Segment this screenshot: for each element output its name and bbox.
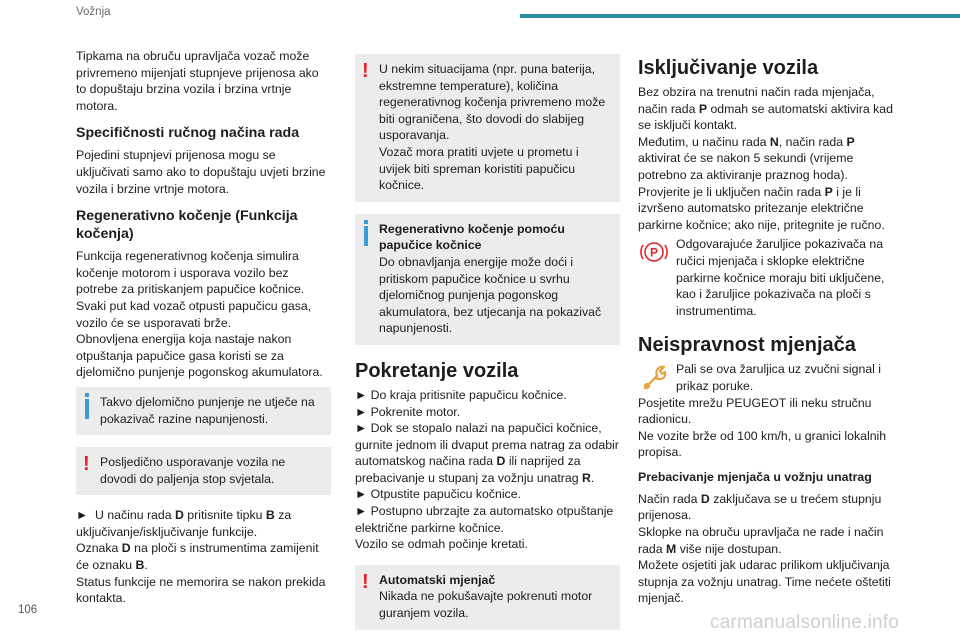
info-box-charging bbox=[76, 387, 331, 435]
heading-starting-vehicle: Pokretanje vozila bbox=[355, 359, 519, 382]
info-box-brake-pedal bbox=[355, 214, 620, 345]
off-paragraph-3: Provjerite je li uključen način rada P i je li izvršeno automatsko pritezanje električne parkirne kočnice; ako nije, pritegnite je ručno. bbox=[638, 184, 885, 232]
instrument-label-text: Oznaka D na ploči s instrumentima zamijenit će oznaku B. bbox=[76, 541, 319, 573]
wrench-icon bbox=[638, 361, 670, 393]
heading-reverse-gear: Prebacivanje mjenjača u vožnju unatrag bbox=[638, 469, 872, 484]
reverse-paragraph-2: Sklopke na obruču upravljača ne rade i način rada M više nije dostupan. bbox=[638, 525, 884, 556]
start-step-4: ► Otpustite papučicu kočnice. bbox=[355, 487, 521, 502]
watermark: carmanualsonline.info bbox=[710, 612, 900, 633]
start-result: Vozilo se odmah počinje kretati. bbox=[355, 537, 528, 552]
warning-box-text: Posljedično usporavanje vozila ne dovodi do paljenja stop svjetala. bbox=[100, 455, 286, 486]
parking-brake-row bbox=[638, 236, 894, 319]
warning-box-text-1: U nekim situacijama (npr. puna baterija, ekstremne temperature), količina regenerativnog kočenja privremeno može biti ograničena, što dovodi do slabijeg usporavanja. bbox=[379, 62, 606, 143]
heading-regen-braking: Regenerativno kočenje (Funkcija kočenja) bbox=[76, 208, 298, 243]
start-step-5: ► Postupno ubrzajte za automatsko otpuštanje električne parkirne kočnice. bbox=[355, 504, 614, 535]
svg-text:P: P bbox=[649, 245, 659, 260]
column-3 bbox=[638, 48, 894, 607]
heading-switching-off: Isključivanje vozila bbox=[638, 57, 819, 79]
start-step-2: ► Pokrenite motor. bbox=[355, 404, 461, 419]
reverse-paragraph-3: Možete osjetiti jak udarac prilikom uključivanja stupnja za vožnju unatrag. Time nećete oštetiti mjenjač. bbox=[638, 558, 891, 606]
warning-icon: ! bbox=[83, 453, 90, 476]
column-1 bbox=[76, 48, 331, 607]
off-paragraph-1: Bez obzira na trenutni način rada mjenjača, način rada P odmah se automatski aktivira kad se isključi kontakt. bbox=[638, 85, 893, 133]
intro-paragraph: Tipkama na obruču upravljača vozač može privremeno mijenjati stupnjeve prijenosa ako to dopuštaju brzina vozila i brzina vrtnje motora. bbox=[76, 49, 319, 113]
fault-warning-row bbox=[638, 361, 894, 394]
warning-box-regen-limited bbox=[355, 54, 620, 202]
mode-d-instruction: ► U načinu rada D pritisnite tipku B za uključivanje/isključivanje funkcije. bbox=[76, 508, 292, 539]
warning-box-text: Nikada ne pokušavajte pokrenuti motor guranjem vozila. bbox=[379, 589, 593, 621]
start-step-1: ► Do kraja pritisnite papučicu kočnice. bbox=[355, 387, 567, 402]
start-step-3: ► Dok se stopalo nalazi na papučici kočnice, gurnite jednom ili dvaput prema natrag za odabir automatskog načina rada D ili naprijed za prebacivanje u stupanj za vožnju unatrag R. bbox=[355, 421, 619, 485]
warning-icon: ! bbox=[362, 60, 369, 82]
heading-manual-mode: Specifičnosti ručnog načina rada bbox=[76, 125, 300, 142]
fault-speed-limit: Ne vozite brže od 100 km/h, u granici lokalnih propisa. bbox=[638, 428, 887, 460]
info-box-title: Regenerativno kočenje pomoću papučice kočnice bbox=[379, 221, 565, 253]
warning-box-text-2: Vozač mora pratiti uvjete u prometu i uvijek biti spreman koristiti papučicu kočnice. bbox=[379, 144, 579, 193]
info-icon bbox=[85, 399, 89, 419]
page-number: 106 bbox=[18, 604, 38, 616]
column-2 bbox=[355, 48, 620, 642]
status-memory-text: Status funkcije ne memorira se nakon prekida kontakta. bbox=[76, 574, 326, 606]
header-accent-bar bbox=[520, 14, 960, 18]
regen-paragraph-2: Obnovljena energija koja nastaje nakon otpuštanja papučice gasa koristi se za djelomično punjenje pogonskog akumulatora. bbox=[76, 332, 323, 380]
info-box-text: Do obnavljanja energije može doći i pritiskom papučice kočnice u svrhu djelomičnog punjenja pogonskog akumulatora, bez utjecanja na pokazivač napunjenosti. bbox=[379, 254, 602, 336]
indicator-lights-text: Odgovarajuće žaruljice pokazivača na ručici mjenjača i sklopke električne parkirne kočnice moraju biti uključene, kao i žaruljice pokazivača na ploči s instrumentima. bbox=[676, 237, 885, 318]
warning-icon: ! bbox=[362, 570, 369, 593]
warning-box-brake-lights bbox=[76, 447, 331, 495]
parking-brake-warning-icon bbox=[638, 236, 670, 268]
reverse-paragraph-1: Način rada D zaključava se u trećem stupnju prijenosa. bbox=[638, 491, 882, 523]
warning-box-title: Automatski mjenjač bbox=[379, 572, 496, 587]
info-box-text: Takvo djelomično punjenje ne utječe na pokazivač razine napunjenosti. bbox=[100, 394, 315, 426]
fault-signal-text: Pali se ova žaruljica uz zvučni signal i prikaz poruke. bbox=[676, 362, 882, 393]
section-header: Vožnja bbox=[76, 6, 111, 18]
info-icon bbox=[364, 226, 368, 246]
regen-paragraph-1: Funkcija regenerativnog kočenja simulira kočenje motorom i usporava vozilo bez potrebe za pritiskanjem papučice kočnice. Svaki put kad vozač otpusti papučicu gasa, vozilo će se usporavati brže. bbox=[76, 249, 312, 330]
fault-visit-network: Posjetite mrežu PEUGEOT ili neku stručnu radionicu. bbox=[638, 395, 872, 427]
heading-gearbox-fault: Neispravnost mjenjača bbox=[638, 334, 856, 357]
off-paragraph-2: Međutim, u načinu rada N, način rada P aktivirat će se nakon 5 sekundi (vrijeme potrebno za aktiviranje praznog hoda). bbox=[638, 134, 855, 182]
manual-mode-paragraph: Pojedini stupnjevi prijenosa mogu se uključivati samo ako to dopuštaju uvjeti brzine vozila i brzine vrtnje motora. bbox=[76, 148, 326, 196]
warning-box-automatic-gearbox bbox=[355, 565, 620, 630]
